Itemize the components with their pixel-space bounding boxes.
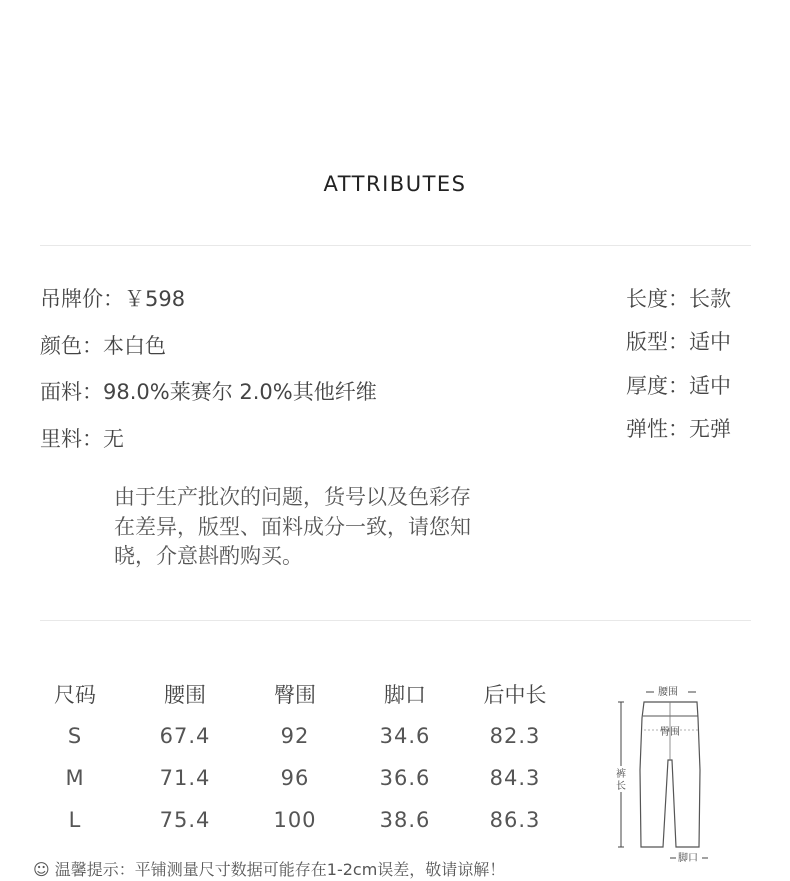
attribute-value: 长款 bbox=[689, 287, 731, 311]
table-cell: S bbox=[67, 724, 83, 748]
table-cell: 86.3 bbox=[489, 808, 541, 832]
pants-measurement-diagram bbox=[604, 680, 724, 870]
attribute-row-fit bbox=[626, 326, 731, 369]
tip-text: 温馨提示：平铺测量尺寸数据可能存在1-2cm误差，敬请谅解！ bbox=[54, 860, 506, 879]
attributes-left bbox=[40, 283, 377, 469]
attribute-value: ￥598 bbox=[124, 287, 186, 311]
attribute-row-lining bbox=[40, 423, 377, 470]
column-header-back-length: 后中长 bbox=[483, 683, 547, 707]
table-row bbox=[20, 799, 570, 841]
table-cell: 92 bbox=[280, 724, 310, 748]
attribute-row-fabric bbox=[40, 376, 377, 423]
measurement-tip bbox=[33, 857, 505, 880]
table-cell: 96 bbox=[280, 766, 310, 790]
note-line: 由于生产批次的问题，货号以及色彩存 bbox=[114, 485, 471, 509]
table-cell: M bbox=[65, 766, 85, 790]
attribute-row-elasticity bbox=[626, 413, 731, 456]
table-cell: 84.3 bbox=[489, 766, 541, 790]
attribute-row-price bbox=[40, 283, 377, 330]
batch-note bbox=[114, 483, 534, 572]
table-cell: 82.3 bbox=[489, 724, 541, 748]
attribute-value: 本白色 bbox=[103, 333, 166, 358]
attribute-row-length bbox=[626, 283, 731, 326]
attribute-label: 吊牌价： bbox=[40, 287, 124, 311]
note-line: 晓，介意斟酌购买。 bbox=[114, 544, 303, 568]
attribute-label: 厚度： bbox=[626, 373, 689, 398]
column-header-waist: 腰围 bbox=[164, 683, 206, 707]
attribute-label: 弹性： bbox=[626, 416, 689, 441]
attribute-value: 无 bbox=[103, 426, 124, 451]
table-cell: 75.4 bbox=[159, 808, 211, 832]
column-header-hem: 脚口 bbox=[384, 683, 426, 707]
table-cell: 67.4 bbox=[159, 724, 211, 748]
attribute-value: 98.0%莱赛尔 2.0%其他纤维 bbox=[103, 380, 377, 404]
attribute-value: 适中 bbox=[689, 330, 731, 355]
pants-diagram-svg bbox=[604, 680, 724, 870]
table-cell: 38.6 bbox=[379, 808, 431, 832]
length-label-top: 裤 bbox=[616, 769, 626, 780]
size-table bbox=[20, 673, 570, 841]
attribute-label: 长度： bbox=[626, 287, 689, 311]
smiley-icon: ☺ bbox=[33, 860, 50, 879]
hem-label: 脚口 bbox=[678, 853, 698, 864]
attribute-row-color bbox=[40, 330, 377, 377]
length-label-bottom: 长 bbox=[616, 781, 626, 792]
divider-top bbox=[40, 245, 751, 246]
attribute-label: 里料： bbox=[40, 426, 103, 451]
table-cell: 71.4 bbox=[159, 766, 211, 790]
note-line: 在差异，版型、面料成分一致，请您知 bbox=[114, 514, 471, 539]
table-row bbox=[20, 715, 570, 757]
attribute-value: 无弹 bbox=[689, 416, 731, 441]
column-header-hip: 臀围 bbox=[274, 683, 316, 707]
attribute-value: 适中 bbox=[689, 373, 731, 398]
table-cell: 36.6 bbox=[379, 766, 431, 790]
attribute-label: 版型： bbox=[626, 330, 689, 355]
waist-label: 腰围 bbox=[658, 687, 678, 698]
attribute-row-thickness bbox=[626, 370, 731, 413]
table-cell: 34.6 bbox=[379, 724, 431, 748]
attributes-right bbox=[626, 283, 731, 456]
hip-label: 臀围 bbox=[660, 727, 680, 738]
table-cell: 100 bbox=[273, 808, 317, 832]
attribute-label: 面料： bbox=[40, 380, 103, 404]
divider-bottom bbox=[40, 620, 751, 621]
table-header-row bbox=[20, 673, 570, 715]
section-title: ATTRIBUTES bbox=[323, 172, 467, 196]
column-header-size: 尺码 bbox=[54, 683, 96, 707]
table-row bbox=[20, 757, 570, 799]
table-cell: L bbox=[68, 808, 82, 832]
attribute-label: 颜色： bbox=[40, 333, 103, 358]
